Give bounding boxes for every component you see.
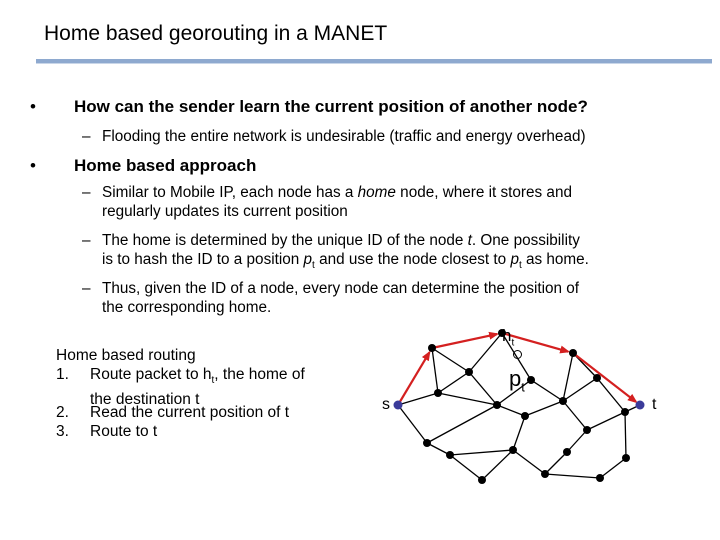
network-edge [567, 430, 587, 452]
network-edge [545, 474, 600, 478]
route-arrow [432, 334, 497, 348]
network-node [583, 426, 591, 434]
network-edge [563, 378, 597, 401]
network-edge [450, 450, 513, 455]
network-edge [432, 348, 469, 372]
network-edge [513, 416, 525, 450]
network-node [493, 401, 501, 409]
network-node [465, 368, 473, 376]
routing-heading: Home based routing [56, 347, 196, 364]
network-edge [497, 405, 525, 416]
label-source: s [382, 396, 390, 413]
network-edge [432, 348, 438, 393]
network-edge [563, 401, 587, 430]
network-node [423, 439, 431, 447]
network-edge [482, 450, 513, 480]
bullet-1-text: How can the sender learn the current position of another node? [74, 97, 588, 116]
network-edge [450, 455, 482, 480]
network-edge [563, 353, 573, 401]
network-edge [398, 405, 427, 443]
source-node [394, 401, 403, 410]
network-edge [545, 452, 567, 474]
network-node [527, 376, 535, 384]
network-node [596, 474, 604, 482]
network-node [559, 397, 567, 405]
network-edge [513, 450, 545, 474]
network-node [563, 448, 571, 456]
network-node [446, 451, 454, 459]
network-edge [587, 412, 625, 430]
network-node [593, 374, 601, 382]
network-node [622, 454, 630, 462]
network-node [621, 408, 629, 416]
label-home: $h_t$ [502, 326, 515, 349]
network-edge [600, 458, 626, 478]
network-edge [427, 405, 497, 443]
network-node [428, 344, 436, 352]
bullet-dot: • [30, 156, 36, 175]
label-target: t [652, 396, 657, 413]
network-edge [438, 372, 469, 393]
target-node [636, 401, 645, 410]
hashed-position-marker [513, 350, 522, 359]
step-3: 3. Route to t [56, 423, 158, 440]
network-edge [625, 412, 626, 458]
bullet-1-sub-1-text: Flooding the entire network is undesirable (traffic and energy overhead) [102, 128, 586, 145]
slide-title: Home based georouting in a MANET [44, 22, 388, 45]
network-node [434, 389, 442, 397]
route-arrow [573, 353, 636, 402]
step-1: 1. Route packet to $h_t$, the home of the destination t [56, 366, 305, 409]
network-node [521, 412, 529, 420]
network-edge [525, 401, 563, 416]
label-position: $p_t$ [509, 366, 525, 395]
network-node [569, 349, 577, 357]
network-node [509, 446, 517, 454]
bullet-dot: • [30, 97, 36, 116]
bullet-2-text: Home based approach [74, 156, 257, 175]
step-2: 2. Read the current position of t [56, 404, 290, 421]
network-node [541, 470, 549, 478]
network-edge [531, 380, 563, 401]
network-node [478, 476, 486, 484]
